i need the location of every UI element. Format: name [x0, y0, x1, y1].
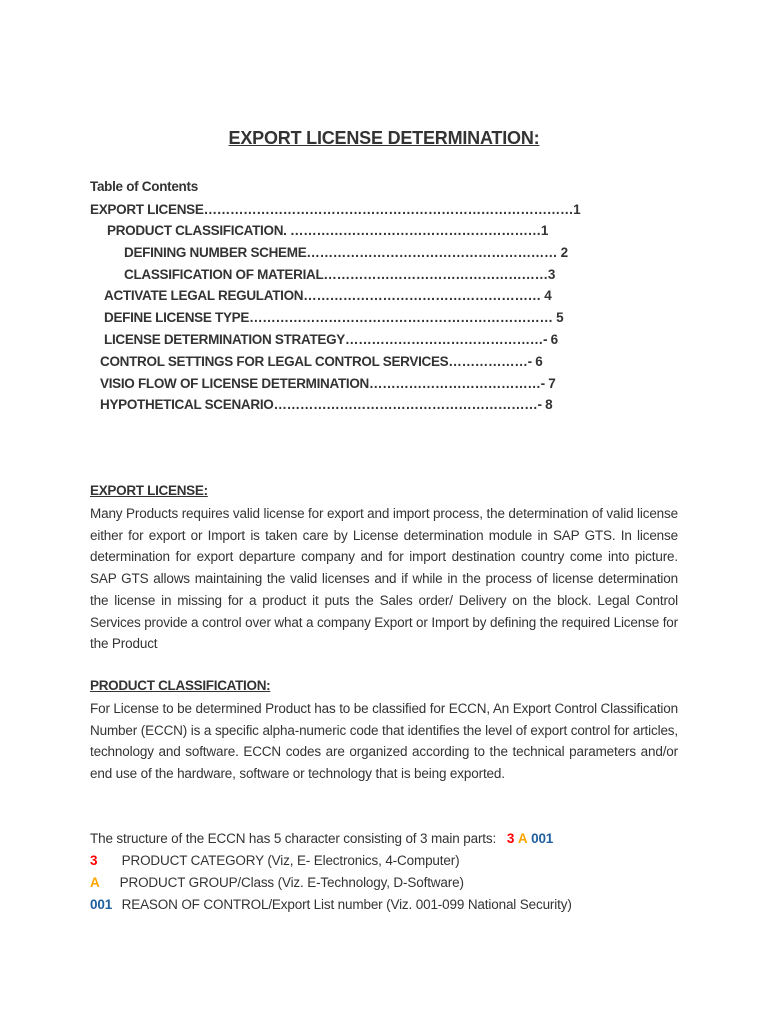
toc-entry-define-license-type[interactable]: DEFINE LICENSE TYPE…………………………………………………………… 5 [104, 310, 564, 325]
export-license-body: Many Products requires valid license for export and import process, the determination of valid license either for export or Import is taken care by License determination module in SAP GTS. In license determination for export departure company and for import destination country come into picture. SAP GTS allows maintaining the valid licenses and if while in the process of license determination the license in missing for a product it puts the Sales order/ Delivery on the block. Legal Control Services provide a control over what a company Export or Import by defining the required License for the Product [90, 506, 678, 652]
eccn-example-part1: 3 [506, 831, 515, 846]
eccn-example-part2: A [517, 831, 528, 846]
product-classification-body: For License to be determined Product has to be classified for ECCN, An Export Control Classification Number (ECCN) is a specific alpha-numeric code that identifies the level of export control for articles, technology and software. ECCN codes are organized according to the technical parameters and/or end use of the hardware, software or technology that is being exported. [90, 701, 678, 782]
eccn-part-code: 3 [90, 853, 98, 868]
eccn-part-description: PRODUCT GROUP/Class (Viz. E-Technology, D-Software) [119, 875, 464, 890]
toc-entry-hypothetical-scenario[interactable]: HYPOTHETICAL SCENARIO……………………………………………………- 8 [100, 397, 553, 412]
product-classification-heading: PRODUCT CLASSIFICATION: [90, 678, 271, 693]
toc-entry-classification-of-material[interactable]: CLASSIFICATION OF MATERIAL……………………………………………3 [124, 267, 556, 282]
toc-entry-activate-legal-regulation[interactable]: ACTIVATE LEGAL REGULATION……………………………………………… 4 [104, 288, 552, 303]
toc-entry-control-settings[interactable]: CONTROL SETTINGS FOR LEGAL CONTROL SERVICES………………- 6 [100, 354, 543, 369]
eccn-part-code: 001 [90, 897, 113, 912]
document-title: EXPORT LICENSE DETERMINATION: [228, 128, 540, 148]
eccn-part-code: A [90, 875, 100, 890]
toc-entry-license-determination-strategy[interactable]: LICENSE DETERMINATION STRATEGY………………………………………- 6 [104, 332, 558, 347]
toc-entry-export-license[interactable]: EXPORT LICENSE…………………………………………………………………………1 [90, 202, 581, 217]
toc-entry-visio-flow[interactable]: VISIO FLOW OF LICENSE DETERMINATION…………………………………- 7 [100, 376, 556, 391]
export-license-heading: EXPORT LICENSE: [90, 483, 208, 498]
eccn-part-description: PRODUCT CATEGORY (Viz, E- Electronics, 4-Computer) [121, 853, 460, 868]
eccn-structure-intro: The structure of the ECCN has 5 character consisting of 3 main parts: [90, 831, 497, 846]
toc-entry-defining-number-scheme[interactable]: DEFINING NUMBER SCHEME………………………………………………… 2 [124, 245, 568, 260]
eccn-example-part3: 001 [531, 831, 554, 846]
eccn-structure-line [90, 831, 553, 846]
eccn-part-row [90, 897, 572, 912]
toc-heading: Table of Contents [90, 179, 198, 194]
eccn-part-row [90, 875, 464, 890]
toc-entry-product-classification[interactable]: PRODUCT CLASSIFICATION. …………………………………………………1 [107, 223, 549, 238]
eccn-part-row [90, 853, 459, 868]
eccn-part-description: REASON OF CONTROL/Export List number (Viz. 001-099 National Security) [121, 897, 572, 912]
